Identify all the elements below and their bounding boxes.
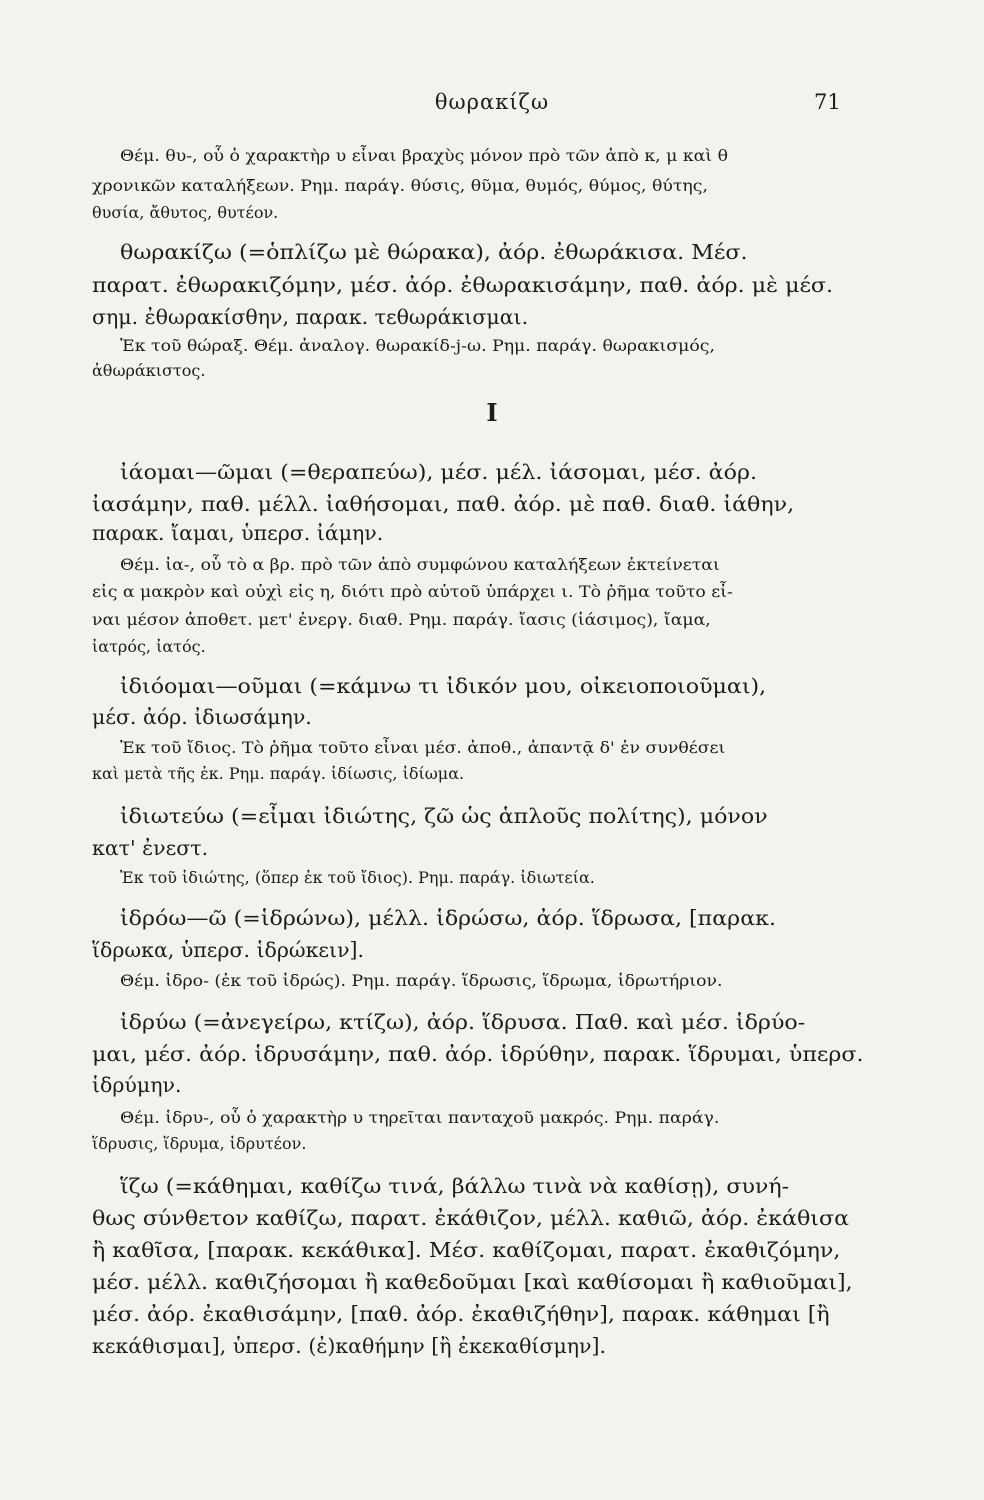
text-line: Θέμ. ἱδρυ-, οὗ ὁ χαρακτὴρ υ τηρεῖται πανταχοῦ μακρός. Ρημ. παράγ. xyxy=(120,1108,720,1127)
text-line: ἱδρύμην. xyxy=(92,1073,182,1097)
text-line: ἵδρυσις, ἵδρυμα, ἱδρυτέον. xyxy=(92,1134,307,1153)
text-line: καὶ μετὰ τῆς ἐκ. Ρημ. παράγ. ἰδίωσις, ἰδίωμα. xyxy=(92,764,465,783)
text-line: ἵδρωκα, ὑπερσ. ἱδρώκειν]. xyxy=(92,938,365,962)
text-line: ἰασάμην, παθ. μέλλ. ἰαθήσομαι, παθ. ἀόρ. μὲ παθ. διαθ. ἰάθην, xyxy=(92,492,795,516)
text-line: μέσ. ἀόρ. ἐκαθισάμην, [παθ. ἀόρ. ἐκαθιζήθην], παρακ. κάθημαι [ἢ xyxy=(92,1302,830,1326)
running-head: θωρακίζω xyxy=(434,90,550,114)
entry-line-hizo: ἵζω (=κάθημαι, καθίζω τινά, βάλλω τινὰ νὰ καθίσῃ), συνή- xyxy=(120,1174,790,1198)
text-line: Ἐκ τοῦ ἴδιος. Τὸ ῥῆμα τοῦτο εἶναι μέσ. ἀποθ., ἀπαντᾷ δ' ἐν συνθέσει xyxy=(120,738,726,757)
text-line: θως σύνθετον καθίζω, παρατ. ἐκάθιζον, μέλλ. καθιῶ, ἀόρ. ἐκάθισα xyxy=(92,1206,850,1230)
entry-line-thorakizo: θωρακίζω (=ὁπλίζω μὲ θώρακα), ἀόρ. ἐθωράκισα. Μέσ. xyxy=(120,240,748,264)
text-line: Θέμ. ἱδρο- (ἐκ τοῦ ἱδρώς). Ρημ. παράγ. ἵδρωσις, ἵδρωμα, ἱδρωτήριον. xyxy=(120,971,723,990)
text-line: κεκάθισμαι], ὑπερσ. (ἐ)καθήμην [ἢ ἐκεκαθίσμην]. xyxy=(92,1334,607,1358)
section-letter: I xyxy=(486,398,498,427)
text-line: μέσ. μέλλ. καθιζήσομαι ἢ καθεδοῦμαι [καὶ καθίσομαι ἢ καθιοῦμαι], xyxy=(92,1270,853,1294)
text-line: Ἐκ τοῦ ἰδιώτης, (ὅπερ ἐκ τοῦ ἴδιος). Ρημ. παράγ. ἰδιωτεία. xyxy=(120,868,595,887)
text-line: θυσία, ἄθυτος, θυτέον. xyxy=(92,203,279,222)
text-line: κατ' ἐνεστ. xyxy=(92,836,209,860)
text-line: εἰς α μακρὸν καὶ οὐχὶ εἰς η, διότι πρὸ αὐτοῦ ὑπάρχει ι. Τὸ ῥῆμα τοῦτο εἶ- xyxy=(92,582,733,601)
text-line: παρατ. ἐθωρακιζόμην, μέσ. ἀόρ. ἐθωρακισάμην, παθ. ἀόρ. μὲ μέσ. xyxy=(92,273,834,297)
text-line: παρακ. ἴαμαι, ὑπερσ. ἰάμην. xyxy=(92,521,384,545)
entry-line-hidroo: ἱδρόω—ῶ (=ἱδρώνω), μέλλ. ἱδρώσω, ἀόρ. ἵδρωσα, [παρακ. xyxy=(120,906,777,930)
text-line: ἢ καθῖσα, [παρακ. κεκάθικα]. Μέσ. καθίζομαι, παρατ. ἐκαθιζόμην, xyxy=(92,1238,841,1262)
entry-line-hidryo: ἱδρύω (=ἀνεγείρω, κτίζω), ἀόρ. ἵδρυσα. Παθ. καὶ μέσ. ἱδρύο- xyxy=(120,1010,806,1034)
entry-line-idioteuo: ἰδιωτεύω (=εἶμαι ἰδιώτης, ζῶ ὡς ἁπλοῦς πολίτης), μόνον xyxy=(120,804,768,828)
text-line: σημ. ἐθωρακίσθην, παρακ. τεθωράκισμαι. xyxy=(92,305,529,329)
text-line: μέσ. ἀόρ. ἰδιωσάμην. xyxy=(92,705,312,729)
text-line: Θέμ. θυ-, οὗ ὁ χαρακτὴρ υ εἶναι βραχὺς μόνον πρὸ τῶν ἀπὸ κ, μ καὶ θ xyxy=(120,146,729,165)
entry-line-idioomai: ἰδιόομαι—οῦμαι (=κάμνω τι ἰδικόν μου, οἰκειοποιοῦμαι), xyxy=(120,674,767,698)
text-line: μαι, μέσ. ἀόρ. ἱδρυσάμην, παθ. ἀόρ. ἱδρύθην, παρακ. ἵδρυμαι, ὑπερσ. xyxy=(92,1042,864,1066)
text-line: χρονικῶν καταλήξεων. Ρημ. παράγ. θύσις, θῦμα, θυμός, θύμος, θύτης, xyxy=(92,176,708,195)
text-line: Θέμ. ἰα-, οὗ τὸ α βρ. πρὸ τῶν ἀπὸ συμφώνου καταλήξεων ἐκτείνεται xyxy=(120,555,720,574)
text-line: Ἐκ τοῦ θώραξ. Θέμ. ἀναλογ. θωρακίδ-j-ω. Ρημ. παράγ. θωρακισμός, xyxy=(120,336,715,355)
page-number: 71 xyxy=(814,90,841,114)
entry-line-iaomai: ἰάομαι—ῶμαι (=θεραπεύω), μέσ. μέλ. ἰάσομαι, μέσ. ἀόρ. xyxy=(120,460,758,484)
text-line: ἰατρός, ἰατός. xyxy=(92,637,206,656)
text-line: ναι μέσον ἀποθετ. μετ' ἐνεργ. διαθ. Ρημ. παράγ. ἴασις (ἰάσιμος), ἴαμα, xyxy=(92,610,711,629)
text-line: ἀθωράκιστος. xyxy=(92,361,206,380)
